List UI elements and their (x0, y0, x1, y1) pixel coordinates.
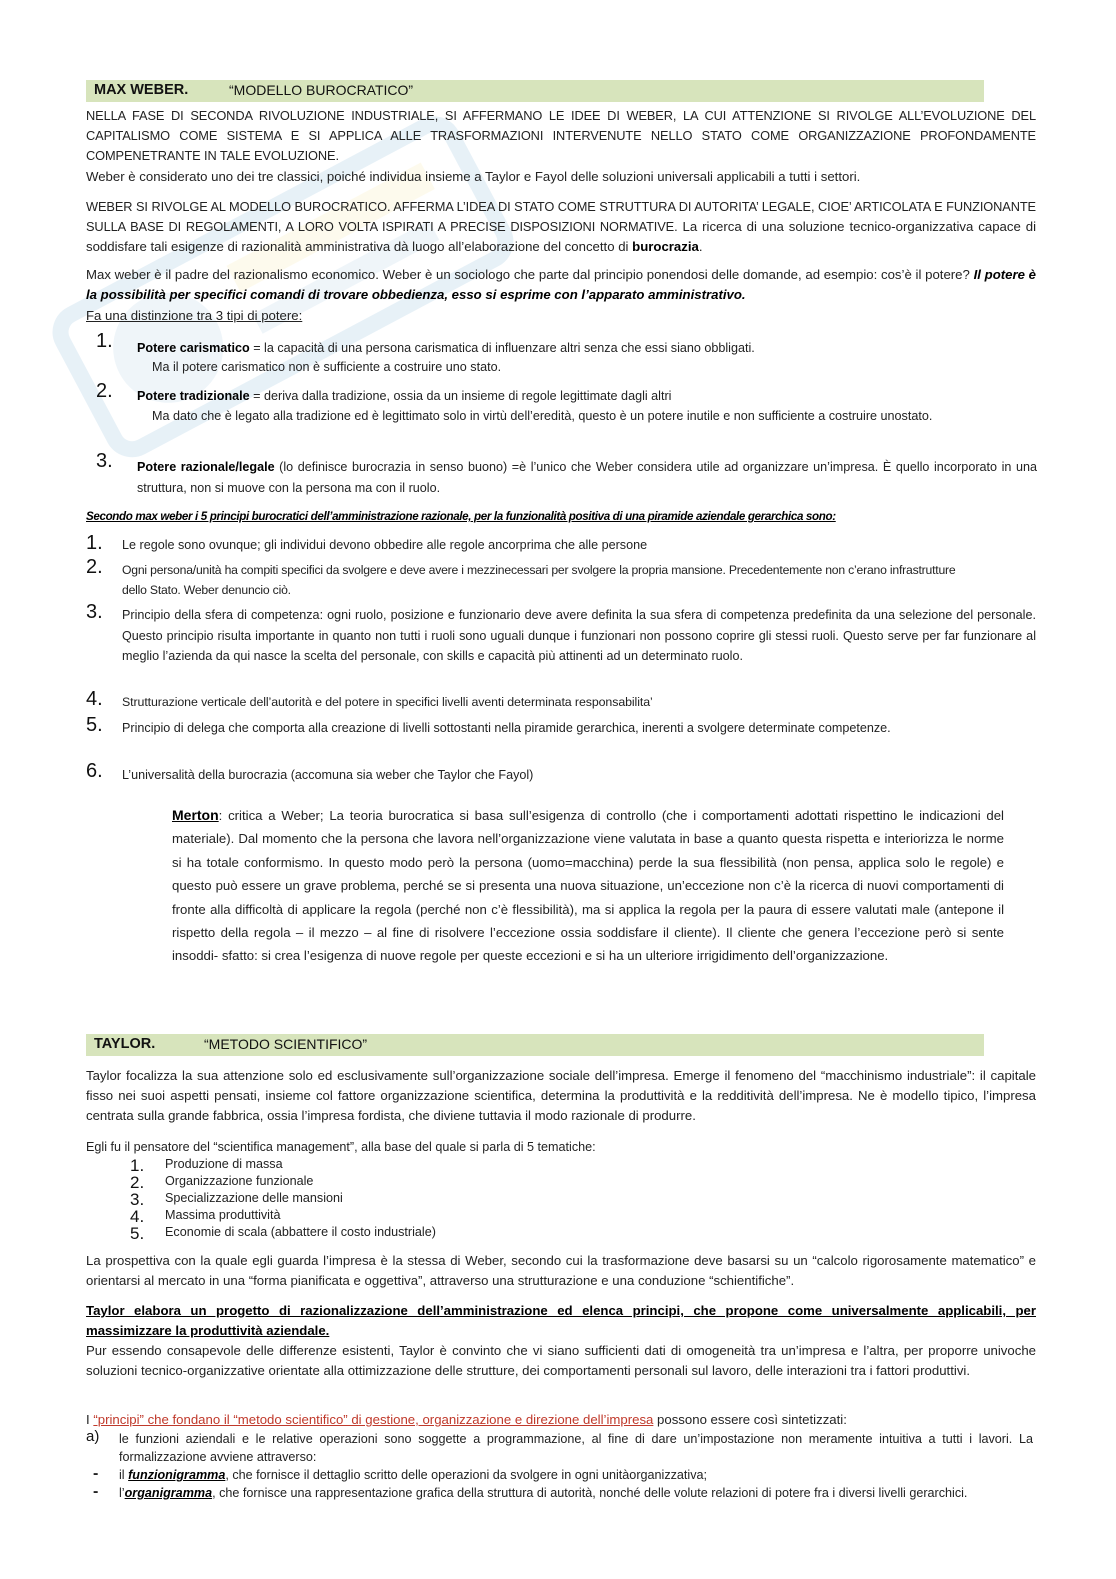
power-item (137, 386, 1037, 406)
taylor-heading (86, 1034, 984, 1056)
power-desc: = deriva dalla tradizione, ossia da un insieme di regole legittimate dagli altri (249, 389, 672, 403)
weber-model-caps: WEBER SI RIVOLGE AL MODELLO BUROCRATICO. AFFERMA L’IDEA DI STATO COME STRUTTURA DI AUTORITA’ LEGALE, CIOE’ ARTICOLATA E FUNZIONANTE SULLA BASE DI REGOLAMENTI, A LORO VOLTA ISPIRATI A PRECISE DISPOSIZIONI NORMATIVE. (86, 199, 1036, 234)
power-number: 2. (96, 380, 113, 402)
dash1-pre: il (119, 1468, 129, 1482)
weber-model-rest: La ricerca di una soluzione tecnico-organizzativa capace di soddisfare tali esigenze di razionalità amministrativa dà luogo all’elaborazione del concetto di (86, 219, 1037, 254)
weber-heading-subtitle: “MODELLO BUROCRATICO” (229, 82, 414, 98)
principle-item: Ogni persona/unità ha compiti specifici da svolgere e deve avere i mezzinecessari per svolgere la propria mansione. Precedentemente non c’erano infrastrutture dello Stato. Weber denuncio ciò. (122, 563, 956, 597)
power-desc: (lo definisce burocrazia in senso buono) =è l’unico che Weber considera utile ad organizzare un’impresa. È quello incorporato in una struttura, non si muove con la persona ma con il ruolo. (137, 460, 1037, 495)
principle-item: Principio di delega che comporta alla creazione di livelli sottostanti nella piramide gerarchica, inerenti a svolgere determinate competenze. (122, 721, 891, 735)
taylor-principles-pre: I (86, 1412, 90, 1427)
power-name: Potere razionale/legale (137, 460, 275, 474)
organigramma-item (119, 1484, 1033, 1502)
merton-name: Merton (172, 807, 219, 823)
weber-intro: NELLA FASE DI SECONDA RIVOLUZIONE INDUSTRIALE, SI AFFERMANO LE IDEE DI WEBER, LA CUI ATTENZIONE SI RIVOLGE ALL’EVOLUZIONE DEL CAPITALISMO COME SISTEMA E SI APPLICA ALLE TRASFORMAZIONI INTERVENUTE NELLO STATO COME ORGANIZZAZIONE PROFONDAMENTE COMPENETRANTE IN TALE EVOLUZIONE. (86, 108, 1036, 163)
organigramma-term: organigramma (124, 1486, 213, 1500)
weber-father-text: Max weber è il padre del razionalismo economico. Weber è un sociologo che parte dal principio ponendosi delle domande, ad esempio: cos’è il potere? (86, 267, 970, 282)
principle-item: L’universalità della burocrazia (accomuna sia weber che Taylor che Fayol) (122, 768, 534, 782)
principles-title (86, 510, 1036, 523)
theme-number: 4. (130, 1207, 145, 1226)
taylor-heading-subtitle: “METODO SCIENTIFICO” (204, 1036, 368, 1052)
principle-item: Le regole sono ovunque; gli individui devono obbedire alle regole ancorprima che alle persone (122, 538, 648, 552)
principle-number: 1. (86, 532, 103, 554)
funzionigramma-term: funzionigramma (128, 1468, 226, 1482)
taylor-project-text: Taylor elabora un progetto di razionalizzazione dell’amministrazione ed elenca principi, che propone come universalmente applicabili, per massimizzare la produttività aziendale. (86, 1303, 1036, 1338)
merton-text: : critica a Weber; La teoria burocratica si basa sull’esigenza di controllo (che i comportamenti adottati rispettino le indicazioni del materiale). Dal momento che la persona che lavora nell’organizzazione viene valutata in base a quanto questa rispetta e interiorizza le norme si ha totale conformismo. In questo modo però la persona (uomo=macchina) perde la sua flessibilità (non pensa, applica solo le regole) e questo può essere un grave problema, perché se si presenta una nuova situazione, un’eccezione non c’è la ricerca di nuovi comportamenti di fronte alla difficoltà di applicare la regola (perché non c’è flessibilità), ma si applica la regola per la paura di essere valutati male (antepone il rispetto della regola – il mezzo – al fine di risolvere l’eccezione ossia soddisfare il cliente). Il cliente che genera l’eccezione però si sente insoddi- sfatto: si crea l’esigenza di nuove regole per queste eccezioni e si ha un ulteriore irrigidimento dell’organizzazione. (172, 808, 1004, 964)
theme-item: Produzione di massa (165, 1157, 283, 1171)
power-number: 1. (96, 330, 113, 352)
taylor-intro: Taylor focalizza la sua attenzione solo ed esclusivamente sull’organizzazione sociale dell’impresa. Emerge il fenomeno del “macchinismo industriale”: il capitale fisso nei suoi aspetti pensati, insieme col fattore organizzazione scientifica, determina la produttività e la redditività dell’impresa. Ne è modello tipico, l’impresa centrata sulla grande fabbrica, ossia l’impresa fordista, che diviene tuttavia il modo razionale di produrre. (86, 1068, 1036, 1123)
theme-number: 1. (130, 1156, 145, 1175)
theme-item: Massima produttività (165, 1208, 281, 1222)
taylor-perspective: La prospettiva con la quale egli guarda l’impresa è la stessa di Weber, secondo cui la trasformazione deve basarsi su un “calcolo rigorosamente matematico” e orientarsi al mercato in una “forma pianificata e oggettiva”, attraverso una strutturazione e una conduzione “schientifiche”. (86, 1253, 1036, 1288)
merton-paragraph (172, 804, 1004, 968)
funzionigramma-item (119, 1466, 1033, 1484)
weber-heading-name: MAX WEBER. (94, 82, 189, 98)
power-extra: Ma dato che è legato alla tradizione ed è legittimato solo in virtù dell’eredità, questo è un potere inutile e non sufficiente a costruire unostato. (152, 409, 933, 423)
principle-number: 4. (86, 688, 103, 710)
theme-number: 2. (130, 1173, 145, 1192)
principle-number: 3. (86, 601, 103, 623)
power-distinction-title: Fa una distinzione tra 3 tipi di potere: (86, 308, 303, 323)
principle-number: 6. (86, 760, 103, 782)
taylor-aware: Pur essendo consapevole delle differenze esistenti, Taylor è convinto che vi siano sufficienti dati di omogeneità tra un’impresa e l’altra, per proporre univoche soluzioni tecnico-organizzative orientate alla ottimizzazione delle strutture, dei comportamenti personali sul lavoro, delle interazioni tra i fattori produttivi. (86, 1343, 1036, 1378)
principle-number: 2. (86, 556, 103, 578)
scientific-method-principles-link[interactable]: “principi” che fondano il “metodo scientifico” di gestione, organizzazione e direzione dell’impresa (93, 1412, 654, 1427)
taylor-heading-name: TAYLOR. (94, 1036, 156, 1052)
power-item (137, 338, 1037, 358)
theme-number: 3. (130, 1190, 145, 1209)
dash-bullet: - (93, 1465, 99, 1482)
taylor-principles-intro (86, 1410, 1036, 1430)
weber-father (86, 265, 1036, 305)
point-letter: a) (86, 1428, 100, 1445)
weber-model-end: . (698, 239, 703, 254)
point-a: le funzioni aziendali e le relative operazioni sono soggette a programmazione, al fine di dare un’impostazione non meramente intuitiva a tutti i lavori. La formalizzazione avviene attraverso: (119, 1432, 1033, 1464)
theme-item: Organizzazione funzionale (165, 1174, 314, 1188)
power-definition: Il potere è la possibilità per specifici comandi di trovare obbedienza, esso si esprime con l’apparato amministrativo. (86, 267, 1036, 302)
theme-number: 5. (130, 1224, 145, 1243)
power-extra: Ma il potere carismatico non è sufficiente a costruire uno stato. (152, 360, 502, 374)
burocrazia-term: burocrazia (632, 239, 699, 254)
principle-number: 5. (86, 714, 103, 736)
taylor-project (86, 1301, 1036, 1341)
power-name: Potere carismatico (137, 341, 250, 355)
power-desc: = la capacità di una persona carismatica di influenzare altri senza che essi siano obbligati. (249, 341, 755, 355)
power-item (137, 457, 1037, 499)
weber-classic: Weber è considerato uno dei tre classici, poiché individua insieme a Taylor e Fayol delle soluzioni universali applicabili a tutti i settori. (86, 169, 861, 184)
taylor-principles-post: possono essere così sintetizzati: (653, 1412, 847, 1427)
theme-item: Economie di scala (abbattere il costo industriale) (165, 1225, 436, 1239)
weber-heading (86, 80, 984, 102)
principle-item: Strutturazione verticale dell’autorità e del potere in specifici livelli aventi determinata responsabilita’ (122, 695, 653, 709)
dash2-pre: l’ (119, 1486, 125, 1500)
power-name: Potere tradizionale (137, 389, 250, 403)
weber-model (86, 197, 1036, 257)
theme-item: Specializzazione delle mansioni (165, 1191, 343, 1205)
dash-bullet: - (93, 1483, 99, 1500)
principle-item: Principio della sfera di competenza: ogni ruolo, posizione e funzionario deve avere definita la sua sfera di competenza predefinita da una selezione del personale. Questo principio risulta importante in quanto non tutti i ruoli sono uguali dunque i funzionari non possono coprire gli stessi ruoli. Questo serve per far funzionare al meglio l’azienda da qui nasce la scelta del personale, con skills e capacità più attinenti ad un determinato ruolo. (122, 608, 1036, 663)
dash2-post: , che fornisce una rappresentazione grafica della struttura di autorità, nonché delle volute relazioni di potere fra i diversi livelli gerarchici. (212, 1486, 968, 1500)
taylor-thinker: Egli fu il pensatore del “scientifica management”, alla base del quale si parla di 5 tematiche: (86, 1140, 596, 1154)
principles-title-text: Secondo max weber i 5 principi burocratici dell’amministrazione razionale, per la funzionalità positiva di una piramide aziendale gerarchica sono: (86, 510, 836, 523)
power-number: 3. (96, 450, 113, 472)
dash1-post: , che fornisce il dettaglio scritto delle operazioni da svolgere in ogni unitàorganizzativa; (225, 1468, 708, 1482)
